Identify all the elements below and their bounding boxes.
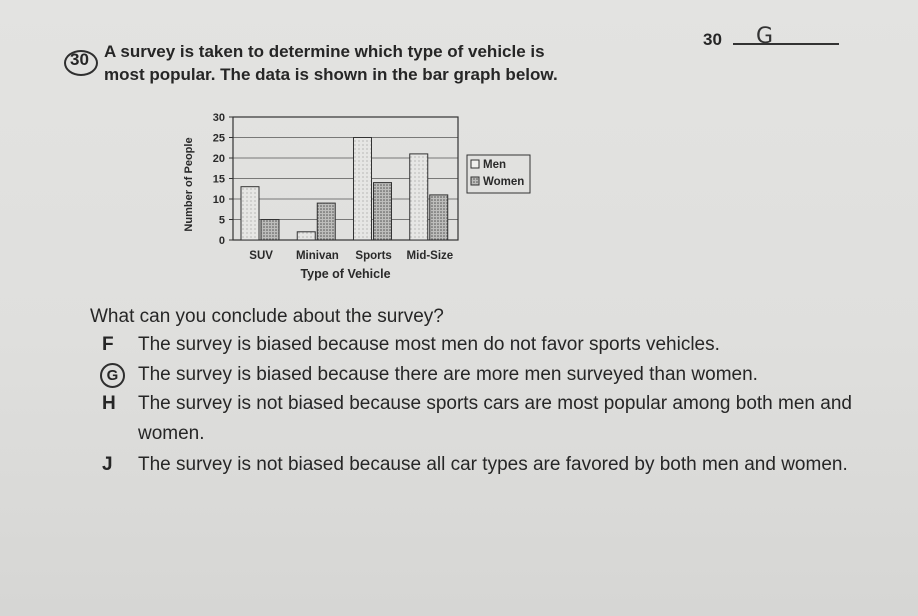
legend-swatch-men [471,160,479,168]
bar-men-suv [241,187,259,240]
bar-men-mid-size [410,154,428,240]
bar-chart [170,100,550,295]
x-axis-title: Type of Vehicle [300,267,391,281]
question-number: 30 [70,50,89,69]
x-tick-label: Minivan [295,250,339,262]
bar-women-sports [374,183,392,240]
legend-swatch-women [471,177,479,185]
bar-chart-svg [170,100,550,290]
y-tick-label: 0 [218,235,225,247]
y-tick-label: 20 [212,153,225,165]
choice-g-text: The survey is biased because there are more men surveyed than women. [138,364,758,385]
y-tick-label: 5 [218,214,225,227]
y-tick-label: 30 [212,112,225,124]
choice-f-text: The survey is biased because most men do not favor sports vehicles. [138,334,720,355]
y-tick-label: 15 [212,173,225,186]
bar-men-minivan [297,232,315,240]
handwritten-answer: G [756,24,774,49]
bar-women-mid-size [430,195,448,240]
answer-blank-line [733,43,839,45]
bar-women-minivan [317,203,335,240]
choice-h[interactable] [102,389,902,444]
x-tick-label: Sports [355,250,392,262]
choice-j-text: The survey is not biased because all car types are favored by both men and women. [138,454,848,475]
bar-men-sports [354,138,372,241]
choice-f-letter: F [102,334,114,355]
question-prompt: What can you conclude about the survey? [90,306,444,327]
y-tick-label: 25 [212,132,225,145]
bar-women-suv [261,220,279,241]
stem-line-2: most popular. The data is shown in the bar graph below. [104,65,558,84]
choice-j-letter: J [102,454,113,475]
choice-h-letter: H [102,393,116,414]
choice-g[interactable] [102,360,902,390]
x-tick-label: SUV [249,250,273,262]
question-stem [104,40,624,86]
answer-blank-number: 30 [703,30,722,49]
legend-label-women: Women [483,176,525,188]
y-axis-title: Number of People [183,137,195,232]
choice-j[interactable] [102,450,902,480]
y-tick-label: 10 [212,194,225,206]
choice-h-text: The survey is not biased because sports cars are most popular among both men and women. [138,393,852,444]
legend-label-men: Men [483,159,506,171]
x-tick-label: Mid-Size [406,250,454,262]
stem-line-1: A survey is taken to determine which type of vehicle is [104,42,545,61]
choice-f[interactable] [102,330,902,360]
choice-g-letter-circled: G [100,363,125,388]
